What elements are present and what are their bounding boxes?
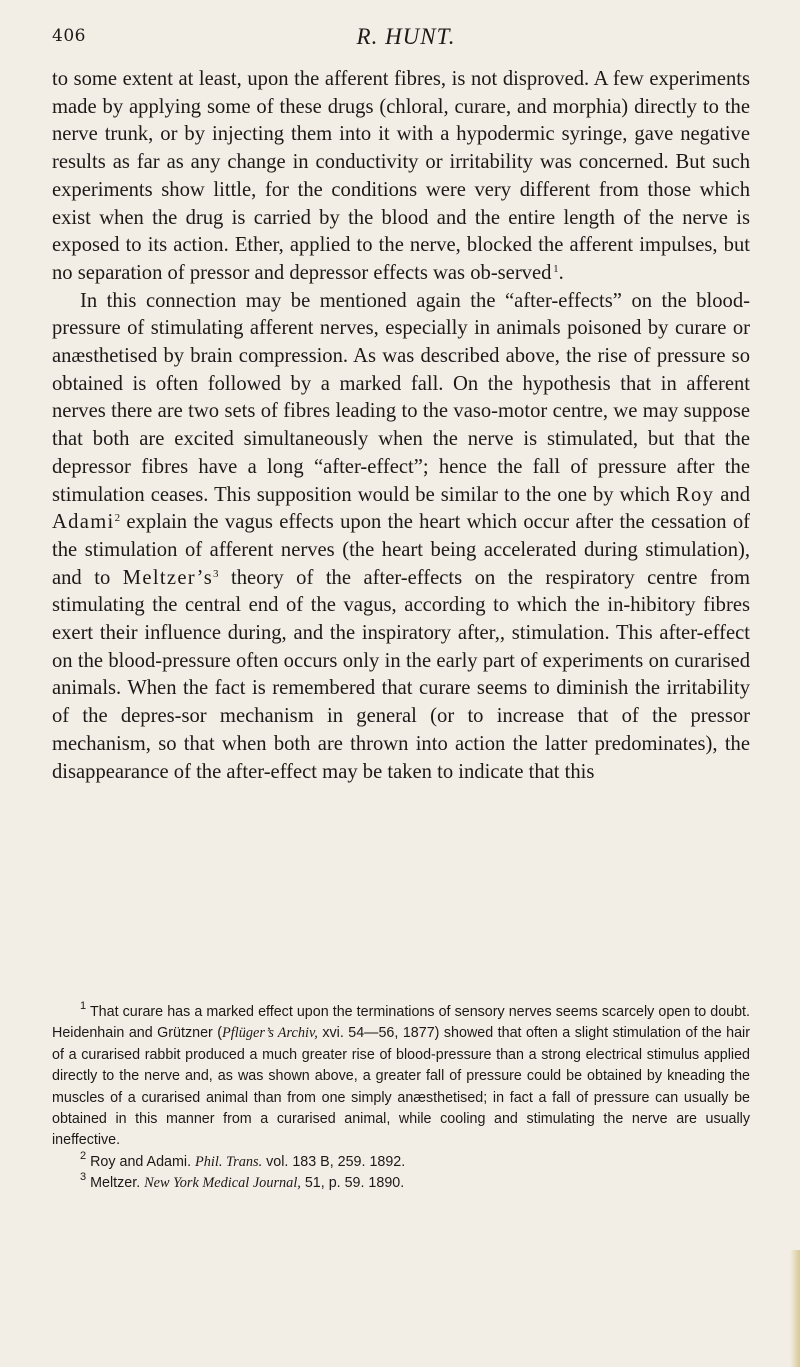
footnote-2 — [52, 1149, 750, 1173]
paragraph-2-part-1: In this connection may be mentioned again the “after-effects” on the blood-pressure of stimulating afferent nerves, especially in animals poisoned by curare or anæsthetised by brain compression. As was described above, the rise of pressure so obtained is often followed by a marked fall. On the hypothesis that in afferent nerves there are two sets of fibres leading to the vaso-motor centre, we may suppose that both are excited simultaneously when the nerve is stimulated, but that the depressor fibres have a long “after-effect”; hence the fall of pressure after the stimulation ceases. This supposition would be similar to the one by which — [52, 289, 750, 506]
conjunction-and: and — [720, 483, 751, 506]
footnote-1 — [52, 1002, 750, 1152]
footnote-1-number: 1 — [80, 1000, 87, 1012]
footnote-3-journal: New York Medical Journal, — [144, 1175, 301, 1192]
author-adami: Adami — [52, 511, 115, 534]
paragraph-1 — [52, 66, 750, 288]
page-header — [52, 26, 760, 56]
footnote-1-text-a: That curare has a marked effect upon the terminations of sensory nerves seems scarcely open to doubt. Heidenhain and Grützner ( — [52, 1004, 750, 1042]
body-text — [52, 66, 750, 786]
running-head: R. HUNT. — [356, 24, 456, 49]
footnote-1-text-b: xvi. 54—56, 1877) showed that often a slight stimulation of the hair of a curarised rabbit produced a much greater rise of blood-pressure than a strong electrical stimulus applied directly to the nerve and, as was shown above, a greater fall of pressure could be obtained by kneading the muscles of a curarised animal than from one simply anæsthetised; in fact a fall of pressure can usually be obtained in this manner from a curarised animal, while cooling and stimulating the nerve are usually ineffective. — [52, 1025, 750, 1149]
page-edge-stain — [790, 1250, 800, 1367]
page-number: 406 — [52, 26, 86, 46]
footnote-3-number: 3 — [80, 1171, 87, 1184]
footnote-ref-3: 3 — [213, 567, 219, 580]
paragraph-2-part-3: theory of the after-effects on the respiratory centre from stimulating the central end of the vagus, according to which the in-hibitory fibres exert their influence during, and the inspiratory after,, stimulation. This after-effect on the blood-pressure often occurs only in the early part of experiments on curarised animals. When the fact is remembered that curare seems to diminish the irritability of the depres-sor mechanism in general (or to increase that of the pressor mechanism, so that when both are thrown into action the latter predominates), the disappearance of the after-effect may be taken to indicate that this — [52, 566, 750, 783]
paragraph-2 — [52, 288, 750, 787]
author-meltzer: Meltzer’s — [122, 566, 214, 589]
paragraph-2-part-2: explain the vagus effects upon the heart which occur after the cessation of the stimulation of afferent nerves (the heart being accelerated during stimulation), and to — [52, 511, 751, 589]
footnote-3 — [52, 1173, 750, 1194]
footnote-ref-2: 2 — [114, 512, 121, 525]
footnote-2-text-a: Roy and Adami. — [90, 1153, 196, 1170]
footnote-3-text-b: 51, p. 59. 1890. — [300, 1175, 405, 1192]
paragraph-1-end: . — [558, 261, 564, 284]
footnote-2-text-b: vol. 183 B, 259. 1892. — [262, 1153, 406, 1170]
paragraph-1-text: to some extent at least, upon the afferent fibres, is not disproved. A few experiments made by applying some of these drugs (chloral, curare, and morphia) directly to the nerve trunk, or by injecting them into it with a hypodermic syringe, gave negative results as far as any change in conductivity or irritability was concerned. But such experiments show little, for the conditions were very different from those which exist when the drug is carried by the blood and the entire length of the nerve is exposed to its action. Ether, applied to the nerve, blocked the afferent impulses, but no separation of pressor and depressor effects was ob-served — [52, 68, 750, 284]
footnotes — [52, 1002, 750, 1195]
author-roy: Roy — [676, 483, 715, 506]
footnote-ref-1: 1 — [553, 262, 559, 275]
footnote-3-text-a: Meltzer. — [90, 1175, 145, 1192]
footnote-1-journal: Pflüger’s Archiv, — [222, 1025, 318, 1042]
footnote-2-journal: Phil. Trans. — [195, 1153, 263, 1170]
footnote-2-number: 2 — [80, 1149, 87, 1162]
